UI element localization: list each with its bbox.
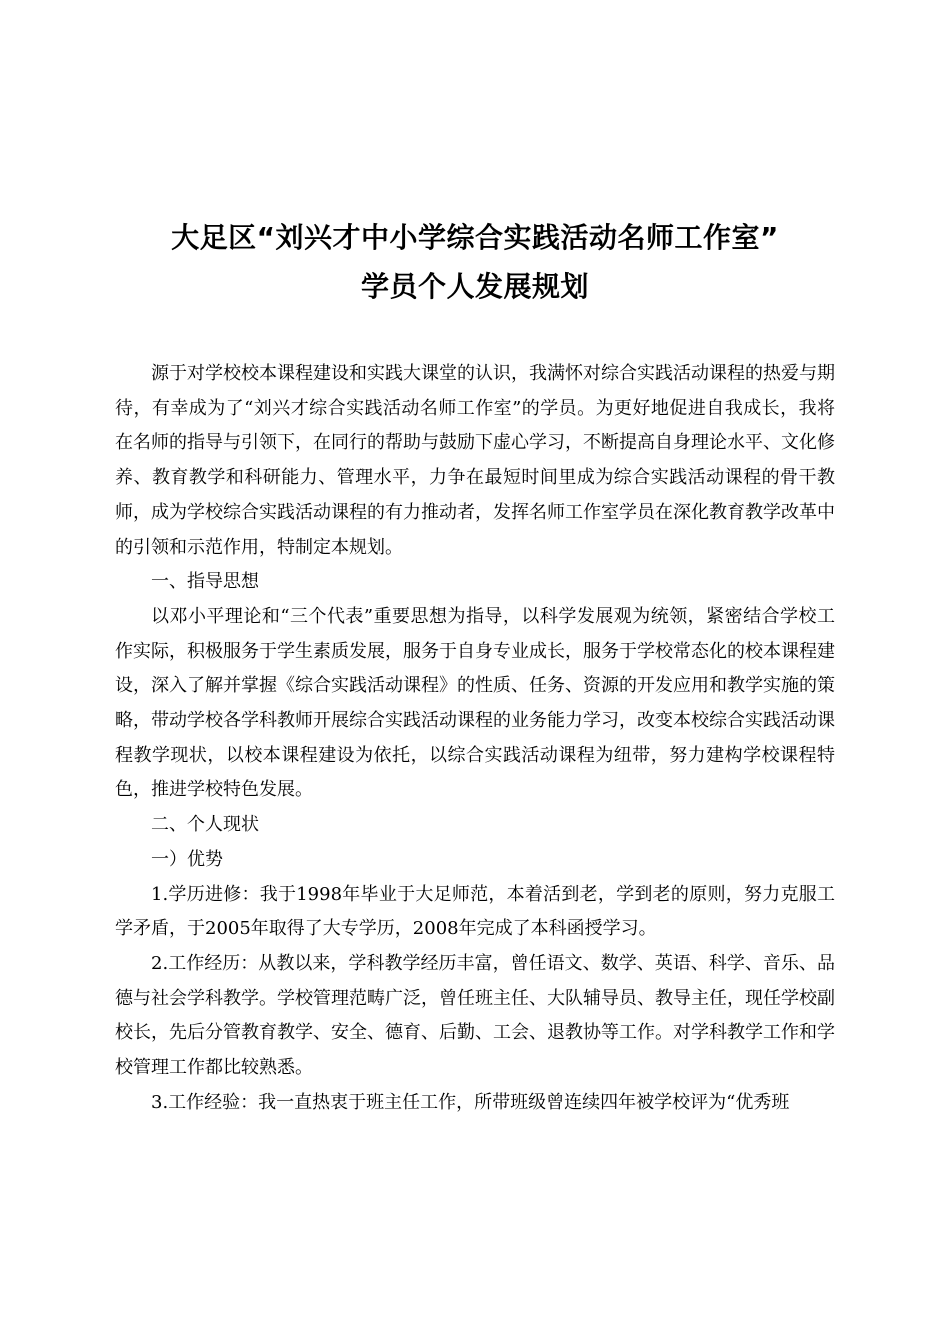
section-heading-personal-status: 二、个人现状 <box>151 814 259 836</box>
paragraph-guiding-ideology: 以邓小平理论和“三个代表”重要思想为指导，以科学发展观为统领，紧密结合学校工作实际，积极服务于学生素质发展，服务于自身专业成长，服务于学校常态化的校本课程建设，深入了解并掌握《综合实践活动课程》的性质、任务、资源的开发应用和教学实施的策略，带动学校各学科教师开展综合实践活动课程的业务能力学习，改变本校综合实践活动课程教学现状，以校本课程建设为依托，以综合实践活动课程为纽带，努力建构学校课程特色，推进学校特色发展。 <box>115 605 835 801</box>
paragraph-work-history: 2.工作经历：从教以来，学科教学经历丰富，曾任语文、数学、英语、科学、音乐、品德与社会学科教学。学校管理范畴广泛，曾任班主任、大队辅导员、教导主任，现任学校副校长，先后分管教育教学、安全、德育、后勤、工会、退教协等工作。对学科教学工作和学校管理工作都比较熟悉。 <box>115 952 835 1079</box>
document-title-line-2: 学员个人发展规划 <box>360 270 589 303</box>
paragraph-work-experience: 3.工作经验：我一直热衷于班主任工作，所带班级曾连续四年被学校评为“优秀班 <box>151 1091 790 1113</box>
document-body <box>115 357 835 1120</box>
section-heading-guiding-ideology: 一、指导思想 <box>151 571 259 593</box>
document-title-line-1: 大足区“刘兴才中小学综合实践活动名师工作室” <box>171 221 779 254</box>
subsection-heading-advantages: 一）优势 <box>151 848 223 870</box>
paragraph-intro: 源于对学校校本课程建设和实践大课堂的认识，我满怀对综合实践活动课程的热爱与期待，有幸成为了“刘兴才综合实践活动名师工作室”的学员。为更好地促进自我成长，我将在名师的指导与引领下，在同行的帮助与鼓励下虚心学习，不断提高自身理论水平、文化修养、教育教学和科研能力、管理水平，力争在最短时间里成为综合实践活动课程的骨干教师，成为学校综合实践活动课程的有力推动者，发挥名师工作室学员在深化教育教学改革中的引领和示范作用，特制定本规划。 <box>115 363 835 558</box>
paragraph-education: 1.学历进修：我于1998年毕业于大足师范，本着活到老，学到老的原则，努力克服工学矛盾，于2005年取得了大专学历，2008年完成了本科函授学习。 <box>115 883 835 940</box>
